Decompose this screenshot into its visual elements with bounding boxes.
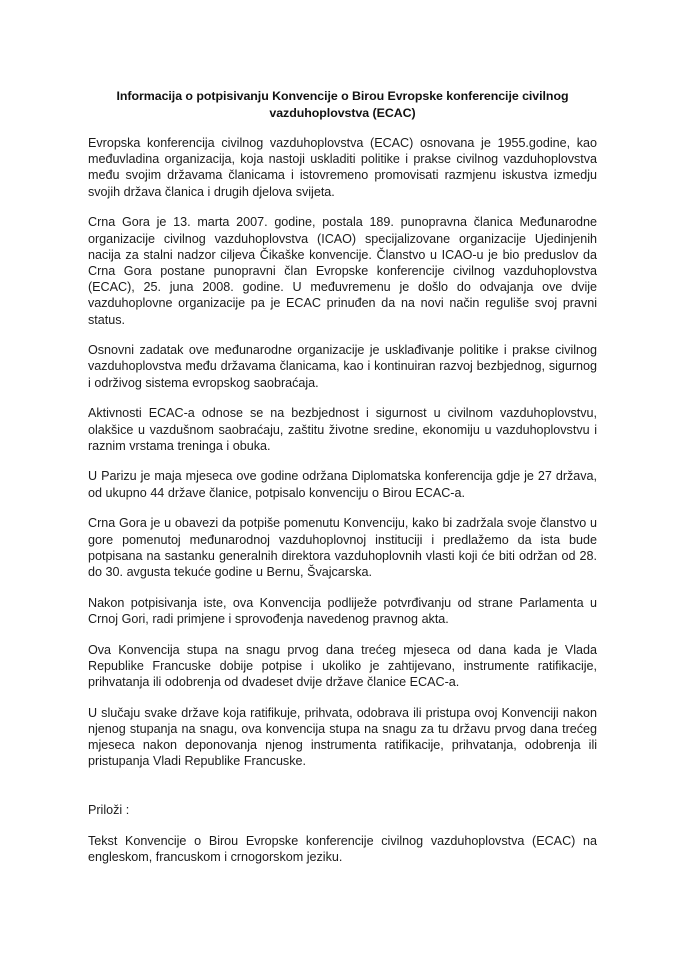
paragraph-aktivnosti-ecac: Aktivnosti ECAC-a odnose se na bezbjednost i sigurnost u civilnom vazduhoplovstvu, olakšice u vazdušnom saobraćaju, zaštitu životne sredine, ekonomiju u vazduhoplovstvu i raznim vrstama treninga i obuka. [88, 406, 597, 453]
paragraph-crna-gora-icao: Crna Gora je 13. marta 2007. godine, postala 189. punopravna članica Međunarodne organizacije civilnog vazduhoplovstva (ICAO) specijalizovane organizacije Ujedinjenih nacija za stalni nadzor ciljeva Čikaške konvencije. Članstvo u ICAO-u je bio preduslov da Crna Gora postane punopravni član Evropske konferencije civilnog vazduhoplovstva (ECAC), 25. juna 2008. godine. U međuvremenu je došlo do odvajanja ove dvije vazduhoplovne organizacije pa je ECAC prinuđen da na novi način reguliše svoj pravni status. [88, 215, 597, 327]
paragraph-ratifikacija-pristupanje: U slučaju svake države koja ratifikuje, prihvata, odobrava ili pristupa ovoj Konvenciji nakon njenog stupanja na snagu, ova konvencija stupa na snagu za tu državu prvog dana trećeg mjeseca nakon deponovanja njenog instrumenta ratifikacije, prihvatanja, odobrenja ili pristupanja Vladi Republike Francuske. [88, 705, 597, 769]
paragraph-stupanje-na-snagu: Ova Konvencija stupa na snagu prvog dana trećeg mjeseca od dana kada je Vlada Republike Francuske dobije potpise i ukoliko je zahtijevano, instrumente ratifikacije, prihvatanja ili odobrenja od dvadeset dvije države članice ECAC-a. [88, 642, 597, 689]
paragraph-ecac-osnovana: Evropska konferencija civilnog vazduhoplovstva (ECAC) osnovana je 1955.godine, kao međuvladina organizacija, koja nastoji uskladiti politike i prakse civilnog vazduhoplovstva među svojim državama članicama i istovremeno promovisati razmjenu iskustva izmedju svojih država članica i drugih djelova svijeta. [88, 136, 597, 199]
attachments-heading: Priloži : [88, 803, 130, 817]
paragraph-obaveza-potpisa: Crna Gora je u obavezi da potpiše pomenutu Konvenciju, kako bi zadržala svoje članstvo u gore pomenutoj međunarodnoj vazduhoplovnoj instituciji i predlažemo da ista bude potpisana na sastanku generalnih direktora vazduhoplovnih vlasti koji će biti održan od 28. do 30. avgusta tekuće godine u Bernu, Švajcarska. [88, 516, 597, 579]
page-title: Informacija o potpisivanju Konvencije o Birou Evropske konferencije civilnog vazduhoplovstva (ECAC) [116, 89, 569, 120]
attachment-item-tekst-konvencije: Tekst Konvencije o Birou Evropske konferencije civilnog vazduhoplovstva (ECAC) na engleskom, francuskom i crnogorskom jeziku. [88, 833, 597, 864]
section-spacer [88, 784, 597, 802]
paragraph-potvrdjivanje-parlament: Nakon potpisivanja iste, ova Konvencija podliježe potvrđivanju od strane Parlamenta u Crnoj Gori, radi primjene i sprovođenja navedenog pravnog akta. [88, 595, 597, 626]
paragraph-pariz-konferencija: U Parizu je maja mjeseca ove godine održana Diplomatska konferencija gdje je 27 država, od ukupno 44 države članice, potpisalo konvenciju o Birou ECAC-a. [88, 469, 597, 500]
paragraph-osnovni-zadatak: Osnovni zadatak ove međunarodne organizacije je usklađivanje politike i prakse civilnog vazduhoplovstva među državama članicama, kao i kontinuiran razvoj bezbjednog, sigurnog i održivog sistema evropskog saobraćaja. [88, 343, 597, 390]
document-body [88, 88, 597, 865]
